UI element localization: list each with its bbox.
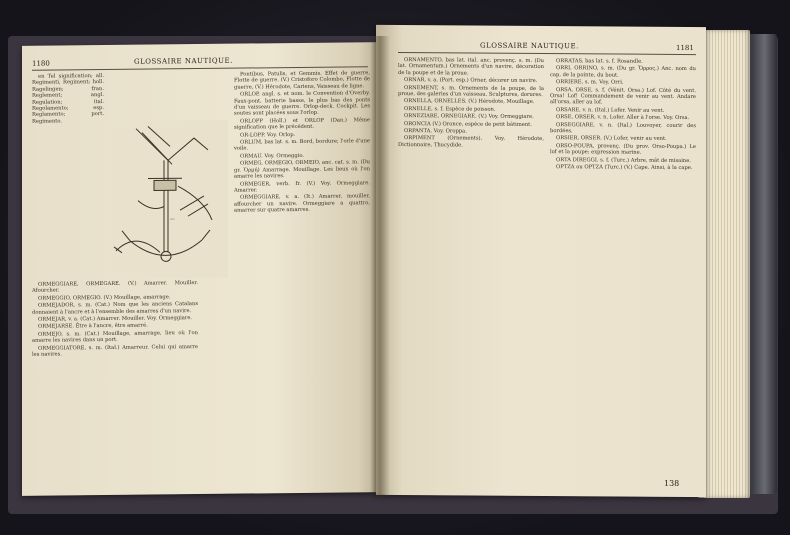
right-col2-entry: ORTA DIREGGI. s. f. (Turc.) Arbre, mât de misaine.	[556, 156, 691, 164]
right-col1-entry: ORONCIA (V.) Oronce, espèce de petit bâtiment.	[404, 120, 532, 128]
left-col2-entry: ORLUM, bas lat. s. m. Bord, bordure; l'orle d'une voile.	[234, 138, 370, 153]
right-col1-entry: ORNEZIARE, ORNEGIARE. (V.) Voy. Ormeggiare.	[404, 113, 534, 121]
right-col2-entry: ORSE, ORSER, v. n. Lofer. Aller à l'orse. Voy. Orsa.	[556, 114, 690, 122]
left-col1-entry: en Tel signification; all. Regimenti, Regiment; holl. Ragelingen; fran. Reglement; angl. Regulation; ital. Regolamento; esp. Reglamento; port. Regimento.	[32, 73, 104, 125]
right-column-1	[398, 57, 544, 484]
right-col1-entry: ORNEMENT, s. m. Ornements de la poupe, de la proue, des galeries d'un vaisseau. Sculptures, dorures.	[398, 84, 544, 99]
left-col2-entry: ORMEG, ORMEGIO, ORMEIO, anc. cat. s. m. (Du gr. Ὁρμή) Amarrage. Mouillage. Les lieux où l'on amarre les navires.	[234, 159, 370, 180]
right-col2-entry: ORRATAS, bas lat. s. f. Rosandle.	[556, 58, 643, 65]
right-page-header: GLOSSAIRE NAUTIQUE.	[480, 41, 579, 51]
left-col2-entry: ORMEGGIARE, v. a. (It.) Amarrer, mouiller, affourcher un navire. Ormeggiare a quattro, amarrer sur quatre amarres.	[234, 193, 370, 214]
right-header-rule	[398, 52, 696, 55]
right-col2-entry: ORRI, ORRINO, s. m. (Du gr. Ὄρρος.) Anc. nom du cap, de la pointe, du bout.	[550, 65, 696, 79]
right-page-signature-number: 138	[664, 478, 680, 488]
left-page	[22, 42, 380, 496]
right-col2-entry: ORSEGGIARE, v. n. (Ital.) Louvoyer, courir des bordées.	[550, 121, 696, 135]
left-col1-entry: ORMEGGIARE, ORMEGARE. (V.) Amarrer. Mouiller. Afourcher.	[32, 280, 198, 295]
right-col2-entry: ORSO-POUPA, provenç. (Du prov. Orso-Poupa.) Le lof et la poupe; expression marine.	[550, 142, 696, 156]
left-column-top	[32, 73, 104, 125]
right-column-2	[550, 58, 696, 471]
right-page-number: 1181	[676, 43, 694, 53]
right-col2-entry: ORSARE, v. n. (Ital.) Lofer. Venir au vent.	[556, 106, 665, 114]
left-page-header: GLOSSAIRE NAUTIQUE.	[134, 56, 233, 66]
left-column-1	[32, 280, 198, 492]
right-col1-entry: ORPIMENT (Ornements). Voy. Hérodote, Dictionnaire, Thucydide.	[398, 135, 544, 149]
left-col2-entry: ORLOPP (Holl.) et ORLOP (Dan.) Même signification que le précédent.	[234, 117, 370, 131]
left-col1-entry: ORMEGGIO, ORMEGIO. (V.) Mouillage, amarrage.	[38, 294, 171, 302]
left-col1-entry: ORMEJO, s. m. (Cat.) Mouillage, amarrage, lieu où l'on amarre les navires dans un port.	[32, 329, 198, 345]
left-page-number: 1180	[32, 59, 50, 68]
svg-text:—: —	[170, 216, 175, 223]
left-col2-entry: ORLOP, angl. s. et nom. le Convention d'Overby. Faux-pont, batterie basse, le plus bas des ponts d'un vaisseau de guerre. Orlop-deck. Cockpit. Les soutes sont placées sous l'orlop.	[234, 90, 370, 118]
book-gutter	[370, 36, 390, 498]
left-col2-entry: Pontibus, Patulis, et Gemmis. Effet de guerre, Flotte de guerre. (V.) Cristoforo Colombo, Flotte de guerre, (V.) Hérodote, Cariens, Vaisseau de ligne.	[234, 70, 370, 91]
right-col1-entry: ORNAMENTO, bas lat. ital. anc. provenç. s. m. (Du lat. Ornamentum.) Ornements d'un navire, décoration de la poupe et de la proue.	[398, 57, 544, 77]
right-col2-entry: ORSIER, ORSER. (V.) Lofer, venir au vent.	[556, 135, 667, 143]
right-col2-entry: ORSA, ORSE, s. f. (Vénit. Orsa.) Lof. Côté du vent. Orsa! Lof! Commandement de venir au vent. Andare all'orsa, aller au lof.	[550, 86, 696, 106]
right-page	[376, 25, 706, 497]
anchor-illustration	[108, 120, 228, 279]
left-col1-entry: ORMEJADOR, s. m. (Cat.) Nom que les anciens Catalans donnaient à l'ancre et à l'ensemble des amarres d'un navire.	[32, 301, 198, 316]
left-col1-entry: ORMEJARSE. Être à l'ancre, être amarré.	[38, 322, 148, 331]
right-col1-entry: ORNELLA, ORNELLES. (V.) Hérodote, Mouillage.	[404, 98, 535, 106]
left-col2-entry: OR-LOPP. Voy. Orlop.	[240, 131, 296, 139]
right-col1-entry: ORNAR, v. a. (Port. esp.) Orner, décorer un navire.	[404, 77, 538, 85]
right-col2-entry: ORRIERE, s. m. Voy. Orri.	[556, 79, 624, 86]
right-col2-entry: OPTZA ou OPTZA (Turc.) (V.) Cape. Ainsi, à la cape.	[556, 164, 693, 172]
left-col1-entry: ORMEJAR, v. a. (Cat.) Amarrer. Mouiller. Voy. Ormeggiare.	[38, 315, 193, 323]
right-col1-entry: ORPANTA. Voy. Oroppa.	[404, 128, 467, 135]
left-col2-entry: ORMAU. Voy. Ormeggio.	[240, 152, 305, 160]
left-col1-entry: ORMEGGIATORE, s. m. (Ital.) Amarreur. Celui qui amarre les navires.	[32, 343, 198, 358]
right-col1-entry: ORNELLE, s. f. Espèce de poisson.	[404, 105, 496, 113]
left-col2-entry: ORMEGER, verb. fr. (V.) Voy. Ormeggiare. Amarrer.	[234, 179, 370, 194]
left-column-2	[234, 70, 370, 489]
